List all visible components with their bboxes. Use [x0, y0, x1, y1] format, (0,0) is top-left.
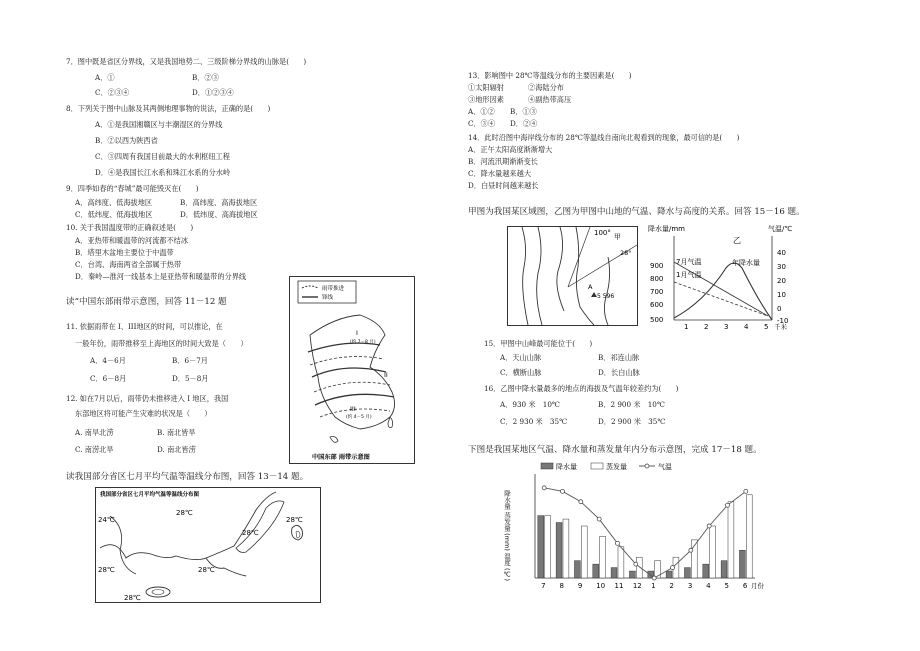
legend-front: 锋线 — [322, 295, 334, 301]
jia-label-elev: 5 596 — [597, 293, 615, 300]
yi-title: 乙 — [733, 236, 741, 245]
yi-ytick-600: 600 — [650, 301, 664, 309]
q12-opt-a: A. 南旱北涝 — [75, 428, 114, 437]
q13-opt-c: C．③④ — [468, 119, 496, 128]
band-label-iii-time: (约 4－5 月) — [346, 415, 372, 420]
band-label-iii: III — [350, 405, 356, 413]
precip-bar — [593, 564, 599, 578]
isotherm-label-28-d: 28℃ — [98, 566, 115, 574]
band-label-i-time: (约 7－8 月) — [350, 340, 376, 345]
q11-opt-d: D．5－8月 — [172, 374, 209, 383]
evap-bar — [563, 519, 569, 578]
temp-point — [671, 566, 675, 570]
yi-xunit: 千米 — [774, 323, 787, 331]
legend-precip: 降水量 — [556, 463, 577, 471]
evap-bar — [618, 547, 624, 578]
temp-point — [652, 576, 656, 580]
x-tick-label: 8 — [559, 582, 564, 590]
x-tick-label: 2 — [669, 582, 674, 590]
climate-xunit: 月份 — [751, 582, 764, 590]
x-tick-label: 1 — [651, 582, 656, 590]
q14-stem: 14．此时沿图中海岸线分布的 28℃等温线自南向北观看到的现象，最可信的是( ) — [468, 133, 740, 142]
q11-opt-a: A．4－6月 — [90, 356, 126, 365]
jia-label-jia: 甲 — [614, 233, 621, 241]
precip-bar — [629, 571, 635, 578]
q16-stem: 16．乙图中降水量最多的地点的海拔及气温年较差约为( ) — [484, 384, 679, 393]
yi-xtick-3: 3 — [724, 323, 729, 331]
q9-stem: 9．四季如春的“春城”最可能毁灭在( ) — [66, 184, 199, 193]
jia-label-100: 100° — [594, 229, 611, 237]
q14-opt-d: D．白昼时间越来越长 — [468, 181, 539, 190]
precip-bar — [721, 561, 727, 578]
isotherm-label-28-a: 28℃ — [176, 509, 193, 517]
temp-point — [744, 489, 748, 493]
yi-xtick-4: 4 — [744, 323, 749, 331]
isotherm-map — [95, 487, 321, 603]
legend-temp: 气温 — [658, 463, 672, 471]
q12-opt-d: D. 南北皆涝 — [157, 445, 196, 454]
precip-bar — [666, 571, 672, 578]
q13-stem: 13．影响图中 28℃等温线分布的主要因素是( ) — [468, 71, 632, 80]
q16-opt-b: B．2 900 米 10℃ — [598, 400, 665, 409]
q13-item-1: ①太阳辐射 — [468, 83, 504, 92]
yi-rtick-0: 0 — [777, 305, 782, 313]
temp-point — [689, 548, 693, 552]
q11-opt-c: C．6－8月 — [90, 374, 127, 383]
evap-bar — [710, 526, 716, 578]
evap-bar — [581, 526, 587, 578]
precip-bar — [703, 564, 709, 578]
yi-ytick-500: 500 — [650, 316, 664, 324]
q14-opt-a: A．正午太阳高度渐渐增大 — [468, 145, 553, 154]
evap-bar — [600, 536, 606, 578]
yi-rtick-30: 30 — [777, 263, 786, 271]
yi-ylabel-right: 气温/℃ — [768, 225, 793, 233]
temp-point — [634, 562, 638, 566]
yi-xtick-2: 2 — [704, 323, 709, 331]
rainband-title: 中国东部 雨带示意图 — [312, 454, 370, 461]
temp-point — [597, 517, 601, 521]
q15-opt-c: C．横断山脉 — [500, 368, 542, 377]
q10-opt-a: A．亚热带和暖温带的河流都不结冰 — [75, 236, 189, 245]
yi-series-jan: 1月气温 — [676, 271, 702, 279]
precip-bar — [739, 550, 745, 578]
yi-chart — [644, 222, 804, 332]
yi-series-precip: 年降水量 — [732, 259, 760, 267]
temp-point — [616, 541, 620, 545]
q13-opt-b: B．①③ — [510, 107, 537, 116]
intro-11-12: 读“中国东部雨带示意图，回答 11－12 题 — [66, 297, 227, 307]
temp-point — [707, 524, 711, 528]
yi-rtick-20: 20 — [777, 277, 786, 285]
yi-xtick-1: 1 — [684, 323, 689, 331]
q15-opt-d: D．长白山脉 — [598, 368, 640, 377]
q11-opt-b: B．6－7月 — [172, 356, 208, 365]
band-label-ii: II — [384, 371, 388, 379]
yi-rtick-10: 10 — [777, 291, 786, 299]
q10-opt-c: C．台湾、海南两省全部属于热带 — [75, 260, 182, 269]
x-tick-label: 6 — [742, 582, 748, 590]
temp-point — [579, 500, 583, 504]
jia-label-a: A — [588, 283, 593, 291]
q10-opt-d: D．秦岭—淮河一线基本上是亚热带和暖温带的分界线 — [75, 272, 247, 281]
q11-stem-1: 11. 依据雨带在 I、III地区的时间，可以推论，在 — [66, 322, 223, 331]
q7-opt-b: B．②③ — [192, 73, 219, 82]
isotherm-title: 我国部分省区七月平均气温等温线分布图 — [100, 492, 200, 498]
q9-opt-d: D．低纬度、高海拔地区 — [180, 210, 258, 219]
q9-opt-c: C．低纬度、低海拔地区 — [75, 210, 153, 219]
q8-opt-a: A．①是我国湘赣区与丰潮湿区的分界线 — [95, 120, 223, 129]
intro-15-16: 甲图为我国某区域图，乙图为甲图中山地的气温、降水与高度的关系。回答 15－16 题。 — [468, 207, 805, 217]
climate-chart — [505, 460, 775, 592]
evap-bar — [728, 502, 734, 578]
x-tick-label: 9 — [577, 582, 583, 590]
temp-point — [726, 503, 730, 507]
x-tick-label: 5 — [724, 582, 729, 590]
precip-bar — [684, 568, 690, 578]
legend-rainband: 雨带推进 — [322, 286, 345, 292]
q16-opt-a: A．930 米 10℃ — [500, 400, 560, 409]
isotherm-label-24: 24℃ — [98, 516, 115, 524]
q15-opt-a: A．天山山脉 — [500, 353, 542, 362]
x-tick-label: 7 — [541, 582, 546, 590]
q8-opt-b: B．②以西为陕西省 — [95, 136, 158, 145]
q13-item-2: ②海陆分布 — [528, 83, 564, 92]
evap-bar — [746, 495, 752, 578]
isotherm-label-28-e: 28℃ — [198, 566, 215, 574]
temp-point — [542, 486, 546, 490]
q13-opt-d: D．②④ — [510, 119, 538, 128]
yi-ytick-900: 900 — [650, 262, 664, 270]
q10-stem: 10. 关于我国温度带的正确叙述是( ) — [66, 223, 194, 232]
q12-stem-2: 东部地区将可能产生灾难的状况是（ ） — [75, 409, 212, 418]
q8-opt-d: D．④是我国长江水系和珠江水系的分水岭 — [95, 168, 231, 177]
evap-bar — [545, 516, 551, 578]
x-tick-label: 4 — [706, 582, 711, 590]
q11-stem-2: 一般年份，雨带推移至上海地区的时间大致是（ ） — [75, 339, 248, 348]
q10-opt-b: B．塔里木盆地主要位于中温带 — [75, 248, 174, 257]
q12-stem-1: 12. 如在7月以后，雨带仍未推移进入 I 地区，我国 — [66, 394, 229, 403]
q9-opt-b: B．高纬度、高海拔地区 — [180, 198, 258, 207]
isotherm-label-28-c: 28℃ — [286, 516, 303, 524]
q15-opt-b: B．祁连山脉 — [598, 353, 640, 362]
q7-opt-d: D．①②③④ — [192, 88, 234, 97]
isotherm-label-28-b: 28℃ — [242, 529, 259, 537]
q14-opt-c: C．降水量越来越大 — [468, 169, 532, 178]
q7-opt-a: A．① — [95, 73, 115, 82]
q13-item-4: ④副热带高压 — [528, 95, 572, 104]
q9-opt-a: A．高纬度、低海拔地区 — [75, 198, 153, 207]
q16-opt-d: D．2 900 米 35℃ — [598, 417, 666, 426]
climate-ylabel: 降水量 蒸发量 (mm) 温度 (℃) — [503, 490, 511, 582]
q8-opt-c: C．③四周有我国目前最大的水利枢纽工程 — [95, 152, 230, 161]
jia-label-28: 28° — [620, 249, 632, 257]
precip-bar — [611, 568, 617, 578]
q16-opt-c: C．2 930 米 35℃ — [500, 417, 568, 426]
q7-opt-c: C．②③④ — [95, 88, 130, 97]
q13-item-3: ③地形因素 — [468, 95, 504, 104]
yi-series-july: 7月气温 — [676, 258, 702, 266]
isotherm-label-28-f: 28℃ — [124, 594, 141, 602]
evap-bar — [636, 557, 642, 578]
jia-map — [507, 226, 638, 326]
yi-ylabel-left: 降水量/mm — [648, 225, 685, 233]
q15-stem: 15．甲图中山峰最可能位于( ) — [484, 339, 593, 348]
band-label-i: I — [356, 329, 358, 337]
intro-13-14: 读我国部分省区七月平均气温等温线分布图，回答 13－14 题。 — [66, 472, 309, 482]
yi-rtick-neg10: -10 — [777, 317, 789, 325]
yi-xtick-5: 5 — [764, 323, 769, 331]
legend-evap: 蒸发量 — [606, 463, 627, 471]
x-tick-label: 11 — [614, 582, 624, 590]
x-tick-label: 3 — [687, 582, 693, 590]
q13-opt-a: A．①② — [468, 107, 495, 116]
intro-17-18: 下图是我国某地区气温、降水量和蒸发量年内分布示意图，完成 17－18 题。 — [468, 445, 762, 455]
yi-rtick-40: 40 — [777, 249, 786, 257]
yi-ytick-700: 700 — [650, 288, 664, 296]
q7-stem: 7．图中既是省区分界线，又是我国地势二、三级阶梯分界线的山脉是( ) — [66, 57, 307, 66]
temp-point — [561, 489, 565, 493]
q8-stem: 8．下列关于图中山脉及其两侧地理事物的说法，正确的是( ) — [66, 104, 271, 113]
precip-bar — [538, 516, 544, 578]
q12-opt-c: C. 南涝北旱 — [75, 445, 114, 454]
x-tick-label: 10 — [596, 582, 606, 590]
precip-bar — [556, 523, 562, 578]
q14-opt-b: B．河流汛期渐渐变长 — [468, 157, 538, 166]
yi-ytick-800: 800 — [650, 275, 664, 283]
x-tick-label: 12 — [632, 582, 642, 590]
precip-bar — [574, 561, 580, 578]
q12-opt-b: B. 南北皆旱 — [157, 428, 196, 437]
rainband-map — [289, 276, 415, 464]
